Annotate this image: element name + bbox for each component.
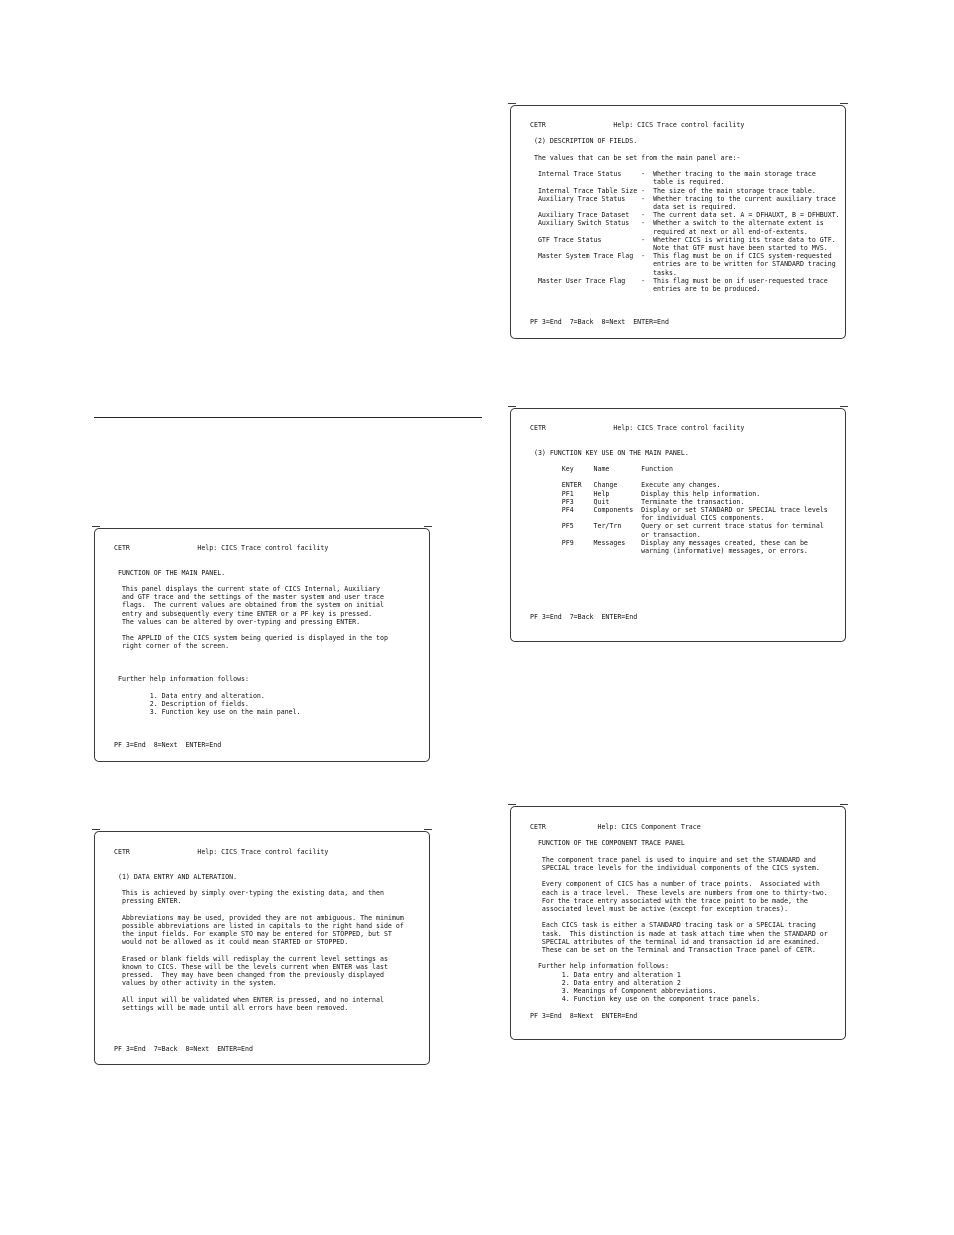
terminal-line: PF 3=End 7=Back ENTER=End [530,612,638,621]
section-divider [94,417,482,418]
terminal-line: PF 3=End 8=Next ENTER=End [114,740,222,749]
terminal-line: Master System Trace Flag - This flag must be on if CICS system-requested [530,252,832,261]
terminal-line: Auxiliary Trace Status - Whether tracing to the current auxiliary trace [530,194,836,203]
terminal-line: The APPLID of the CICS system being queried is displayed in the top [114,634,388,643]
terminal-line: PF5 Ter/Trn Query or set current trace status for terminal [530,522,824,531]
screen-description-of-fields [510,105,846,339]
terminal-line: The component trace panel is used to inquire and set the STANDARD and [530,855,816,864]
terminal-line: each is a trace level. These levels are numbers from one to thirty-two. [530,888,828,897]
terminal-line: Further help information follows: [114,675,249,684]
terminal-line: Master User Trace Flag - This flag must be on if user-requested trace [530,276,828,285]
terminal-line: This is achieved by simply over-typing the existing data, and then [114,889,384,897]
terminal-line: Abbreviations may be used, provided they are not ambiguous. The minimum [114,913,404,922]
terminal-line: CETR Help: CICS Trace control facility [530,121,745,129]
terminal-line: the input fields. For example STO may be entered for STOPPED, but ST [114,930,392,938]
terminal-line: SPECIAL attributes of the terminal id and transaction id are examined. [530,937,820,946]
terminal-line: 2. Data entry and alteration 2 [530,978,681,987]
terminal-line: warning (informative) messages, or errors. [530,547,808,555]
terminal-line: pressed. They may have been changed from the previously displayed [114,971,384,979]
terminal-line: Erased or blank fields will redisplay the current level settings as [114,954,388,963]
terminal-line: Internal Trace Status - Whether tracing to the main storage trace [530,170,816,179]
screen-function-key-use [510,408,846,642]
terminal-line: Internal Trace Table Size - The size of the main storage trace table. [530,186,816,195]
terminal-line: Each CICS task is either a STANDARD tracing task or a SPECIAL tracing [530,921,816,930]
terminal-line: CETR Help: CICS Trace control facility [114,544,329,552]
terminal-line: PF4 Components Display or set STANDARD or SPECIAL trace levels [530,506,828,514]
terminal-line: flags. The current values are obtained from the system on initial [114,601,384,610]
terminal-line: FUNCTION OF THE COMPONENT TRACE PANEL [530,839,685,848]
terminal-line: For the trace entry associated with the trace point to be made, the [530,896,808,905]
terminal-line: 3. Function key use on the main panel. [114,708,301,716]
terminal-line: The values that can be set from the main panel are:- [530,153,741,162]
terminal-line: (3) FUNCTION KEY USE ON THE MAIN PANEL. [530,448,689,457]
terminal-line: for individual CICS components. [530,514,765,523]
terminal-line: entries are to be written for STANDARD tracing [530,260,836,269]
terminal-line: SPECIAL trace levels for the individual components of the CICS system. [530,864,820,872]
terminal-line: PF1 Help Display this help information. [530,489,761,498]
terminal-line: data set is required. [530,203,737,211]
terminal-line: PF3 Quit Terminate the transaction. [530,497,745,506]
terminal-line: PF 3=End 7=Back 8=Next ENTER=End [530,317,669,326]
terminal-line: PF 3=End 7=Back 8=Next ENTER=End [114,1044,253,1053]
terminal-line: 4. Function key use on the component trace panels. [530,995,761,1004]
screen-component-trace-help [510,806,846,1040]
terminal-line: Further help information follows: [530,962,669,971]
terminal-line: Auxiliary Switch Status - Whether a switch to the alternate extent is [530,219,824,228]
terminal-line: The values can be altered by over-typing and pressing ENTER. [114,617,361,626]
screen-data-entry-and-alteration [94,831,430,1065]
terminal-line: 2. Description of fields. [114,699,249,708]
terminal-line: tasks. [530,268,677,277]
terminal-line: task. This distinction is made at task attach time when the STANDARD or [530,929,828,938]
terminal-line: right corner of the screen. [114,642,230,651]
terminal-line: Key Name Function [530,465,673,473]
terminal-line: Note that GTF must have been started to MVS. [530,244,828,252]
terminal-line: table is required. [530,178,725,187]
terminal-line: possible abbreviations are listed in capitals to the right hand side of [114,921,404,930]
terminal-line: PF9 Messages Display any messages created, these can be [530,538,808,547]
terminal-line: pressing ENTER. [114,897,182,906]
terminal-line: (2) DESCRIPTION OF FIELDS. [530,137,638,146]
terminal-line: entries are to be produced. [530,285,761,293]
terminal-line: or transaction. [530,530,701,539]
terminal-line: Auxiliary Trace Dataset - The current data set. A = DFHAUXT, B = DFHBUXT. [530,211,840,220]
terminal-line: These can be set on the Terminal and Transaction Trace panel of CETR. [530,946,816,954]
terminal-line: entry and subsequently every time ENTER or a PF key is pressed. [114,609,373,618]
terminal-line: All input will be validated when ENTER is pressed, and no internal [114,995,384,1004]
terminal-line: Every component of CICS has a number of trace points. Associated with [530,880,820,889]
terminal-line: CETR Help: CICS Trace control facility [530,424,745,432]
terminal-line: (1) DATA ENTRY AND ALTERATION. [114,872,238,881]
terminal-line: required at next or all end-of-extents. [530,227,808,236]
terminal-line: FUNCTION OF THE MAIN PANEL. [114,568,226,577]
terminal-line: CETR Help: CICS Trace control facility [114,848,329,856]
terminal-line: PF 3=End 8=Next ENTER=End [530,1011,638,1020]
terminal-line: CETR Help: CICS Component Trace [530,823,701,831]
terminal-line: values by other activity in the system. [114,979,277,988]
screen-function-of-main-panel [94,528,430,762]
terminal-line: GTF Trace Status - Whether CICS is writing its trace data to GTF. [530,235,836,244]
terminal-line: This panel displays the current state of CICS Internal, Auxiliary [114,585,380,593]
terminal-line: 1. Data entry and alteration. [114,691,265,700]
terminal-line: known to CICS. These will be the levels current when ENTER was last [114,962,388,971]
terminal-line: associated level must be active (except for exception traces). [530,905,789,913]
terminal-line: 3. Meanings of Component abbreviations. [530,987,717,995]
terminal-line: ENTER Change Execute any changes. [530,481,721,490]
terminal-line: would not be allowed as it could mean STARTED or STOPPED. [114,938,349,947]
terminal-line: and GTF trace and the settings of the master system and user trace [114,593,384,602]
terminal-line: settings will be made until all errors have been removed. [114,1003,349,1012]
terminal-line: 1. Data entry and alteration 1 [530,970,681,979]
